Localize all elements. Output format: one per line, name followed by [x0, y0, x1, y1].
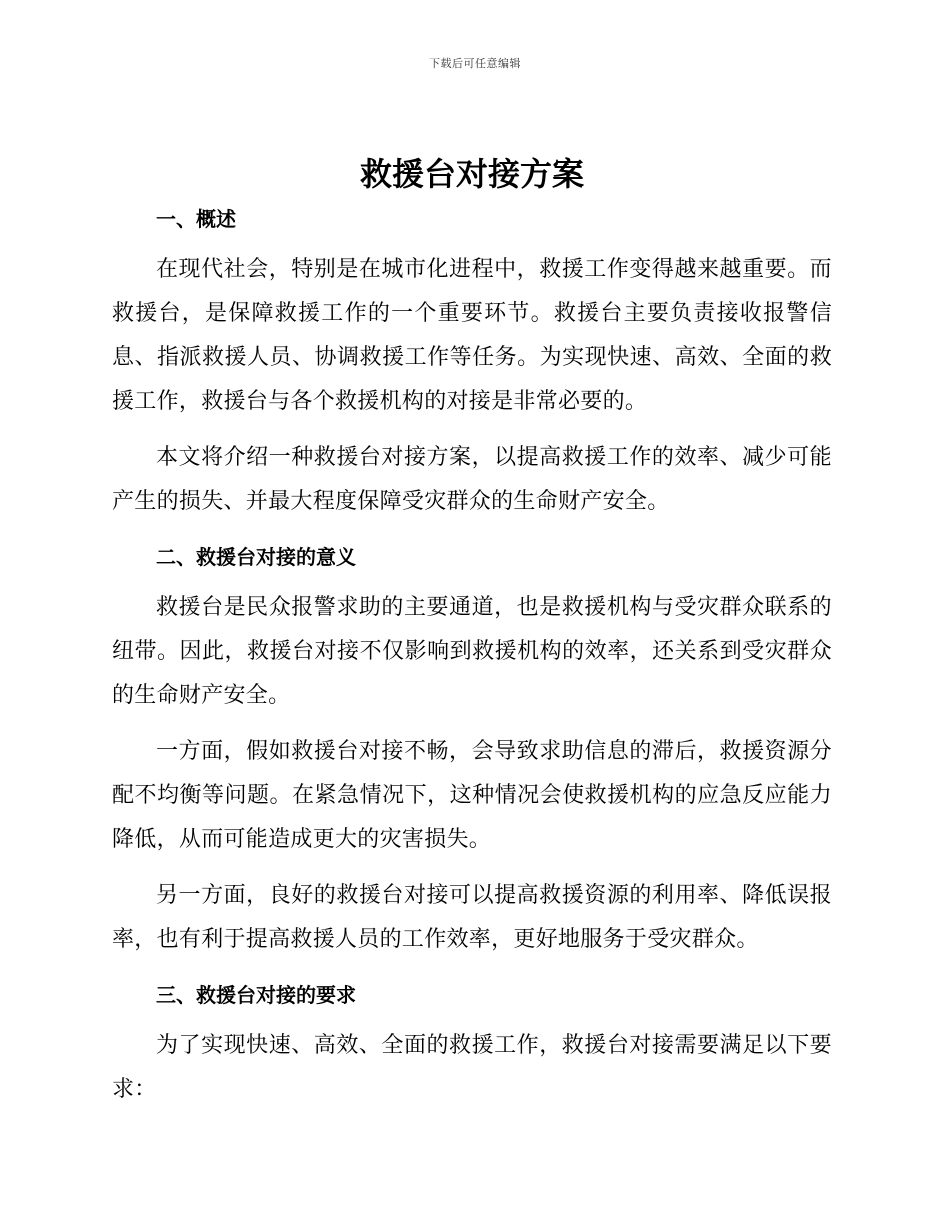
- section-heading-requirements: 三、救援台对接的要求: [156, 983, 356, 1007]
- paragraph: 在现代社会，特别是在城市化进程中，救援工作变得越来越重要。而救援台，是保障救援工作的一个重要环节。救援台主要负责接收报警信息、指派救援人员、协调救援工作等任务。为实现快速、高效、全面的救援工作，救援台与各个救援机构的对接是非常必要的。: [112, 257, 832, 414]
- page-header-note: 下载后可任意编辑: [429, 57, 521, 70]
- paragraph: 救援台是民众报警求助的主要通道，也是救援机构与受灾群众联系的纽带。因此，救援台对接不仅影响到救援机构的效率，还关系到受灾群众的生命财产安全。: [112, 595, 832, 708]
- paragraph: 一方面，假如救援台对接不畅，会导致求助信息的滞后，救援资源分配不均衡等问题。在紧急情况下，这种情况会使救援机构的应急反应能力降低，从而可能造成更大的灾害损失。: [112, 739, 832, 852]
- section-heading-overview: 一、概述: [156, 207, 236, 231]
- document-body: [112, 150, 832, 1124]
- section-heading-significance: 二、救援台对接的意义: [156, 545, 356, 569]
- paragraph: 为了实现快速、高效、全面的救援工作，救援台对接需要满足以下要求：: [112, 1033, 832, 1102]
- paragraph: 本文将介绍一种救援台对接方案，以提高救援工作的效率、减少可能产生的损失、并最大程度保障受灾群众的生命财产安全。: [112, 445, 832, 514]
- paragraph: 另一方面，良好的救援台对接可以提高救援资源的利用率、降低误报率，也有利于提高救援人员的工作效率，更好地服务于受灾群众。: [112, 883, 832, 952]
- document-title: 救援台对接方案: [359, 155, 584, 193]
